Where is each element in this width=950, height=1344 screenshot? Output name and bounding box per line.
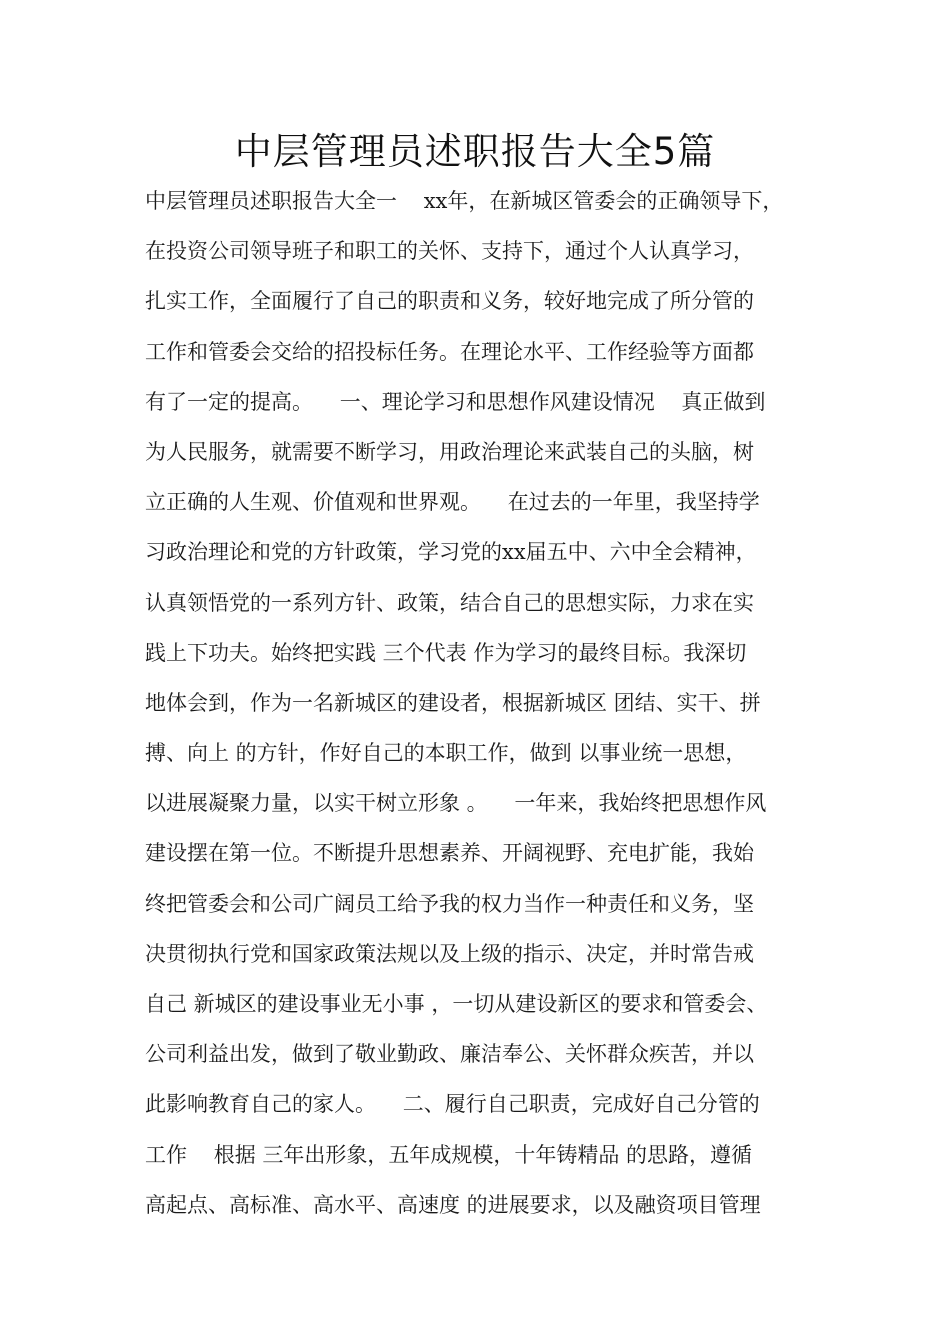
body-line: 终把管委会和公司广阔员工给予我的权力当作一种责任和义务，坚 <box>145 891 754 916</box>
body-line: 搏、向上 的方针，作好自己的本职工作，做到 以事业统一思想， <box>145 741 747 766</box>
body-line: 践上下功夫。始终把实践 三个代表 作为学习的最终目标。我深切 <box>145 640 747 665</box>
body-line: 认真领悟党的一系列方针、政策，结合自己的思想实际，力求在实 <box>145 590 754 615</box>
body-line: 为人民服务，就需要不断学习，用政治理论来武装自己的头脑，树 <box>145 439 754 464</box>
body-line: 工作 根据 三年出形象，五年成规模，十年铸精品 的思路，遵循 <box>145 1142 753 1167</box>
body-line: 高起点、高标准、高水平、高速度 的进展要求，以及融资项目管理 <box>145 1192 761 1217</box>
body-line: 扎实工作，全面履行了自己的职责和义务，较好地完成了所分管的 <box>145 289 754 314</box>
body-line: 中层管理员述职报告大全一 xx年，在新城区管委会的正确领导下， <box>145 189 784 213</box>
body-line: 以进展凝聚力量，以实干树立形象 。 一年来，我始终把思想作风 <box>145 791 767 816</box>
document-title: 中层管理员述职报告大全5篇 <box>234 130 716 173</box>
body-line: 立正确的人生观、价值观和世界观。 在过去的一年里，我坚持学 <box>145 490 760 515</box>
body-line: 习政治理论和党的方针政策，学习党的xx届五中、六中全会精神， <box>145 540 757 565</box>
body-line: 工作和管委会交给的招投标任务。在理论水平、工作经验等方面都 <box>145 339 754 364</box>
body-line: 地体会到，作为一名新城区的建设者，根据新城区 团结、实干、拼 <box>145 690 761 715</box>
body-line: 决贯彻执行党和国家政策法规以及上级的指示、决定，并时常告戒 <box>145 941 754 966</box>
body-line: 自己 新城区的建设事业无小事 ，一切从建设新区的要求和管委会、 <box>145 992 768 1016</box>
body-line: 建设摆在第一位。不断提升思想素养、开阔视野、充电扩能，我始 <box>145 841 754 866</box>
body-line: 此影响教育自己的家人。 二、履行自己职责，完成好自己分管的 <box>145 1092 760 1117</box>
body-line: 公司利益出发，做到了敬业勤政、廉洁奉公、关怀群众疾苦，并以 <box>145 1042 754 1067</box>
body-line: 有了一定的提高。 一、理论学习和思想作风建设情况 真正做到 <box>145 389 766 414</box>
body-line: 在投资公司领导班子和职工的关怀、支持下，通过个人认真学习， <box>145 239 754 264</box>
document-body <box>145 183 835 1237</box>
